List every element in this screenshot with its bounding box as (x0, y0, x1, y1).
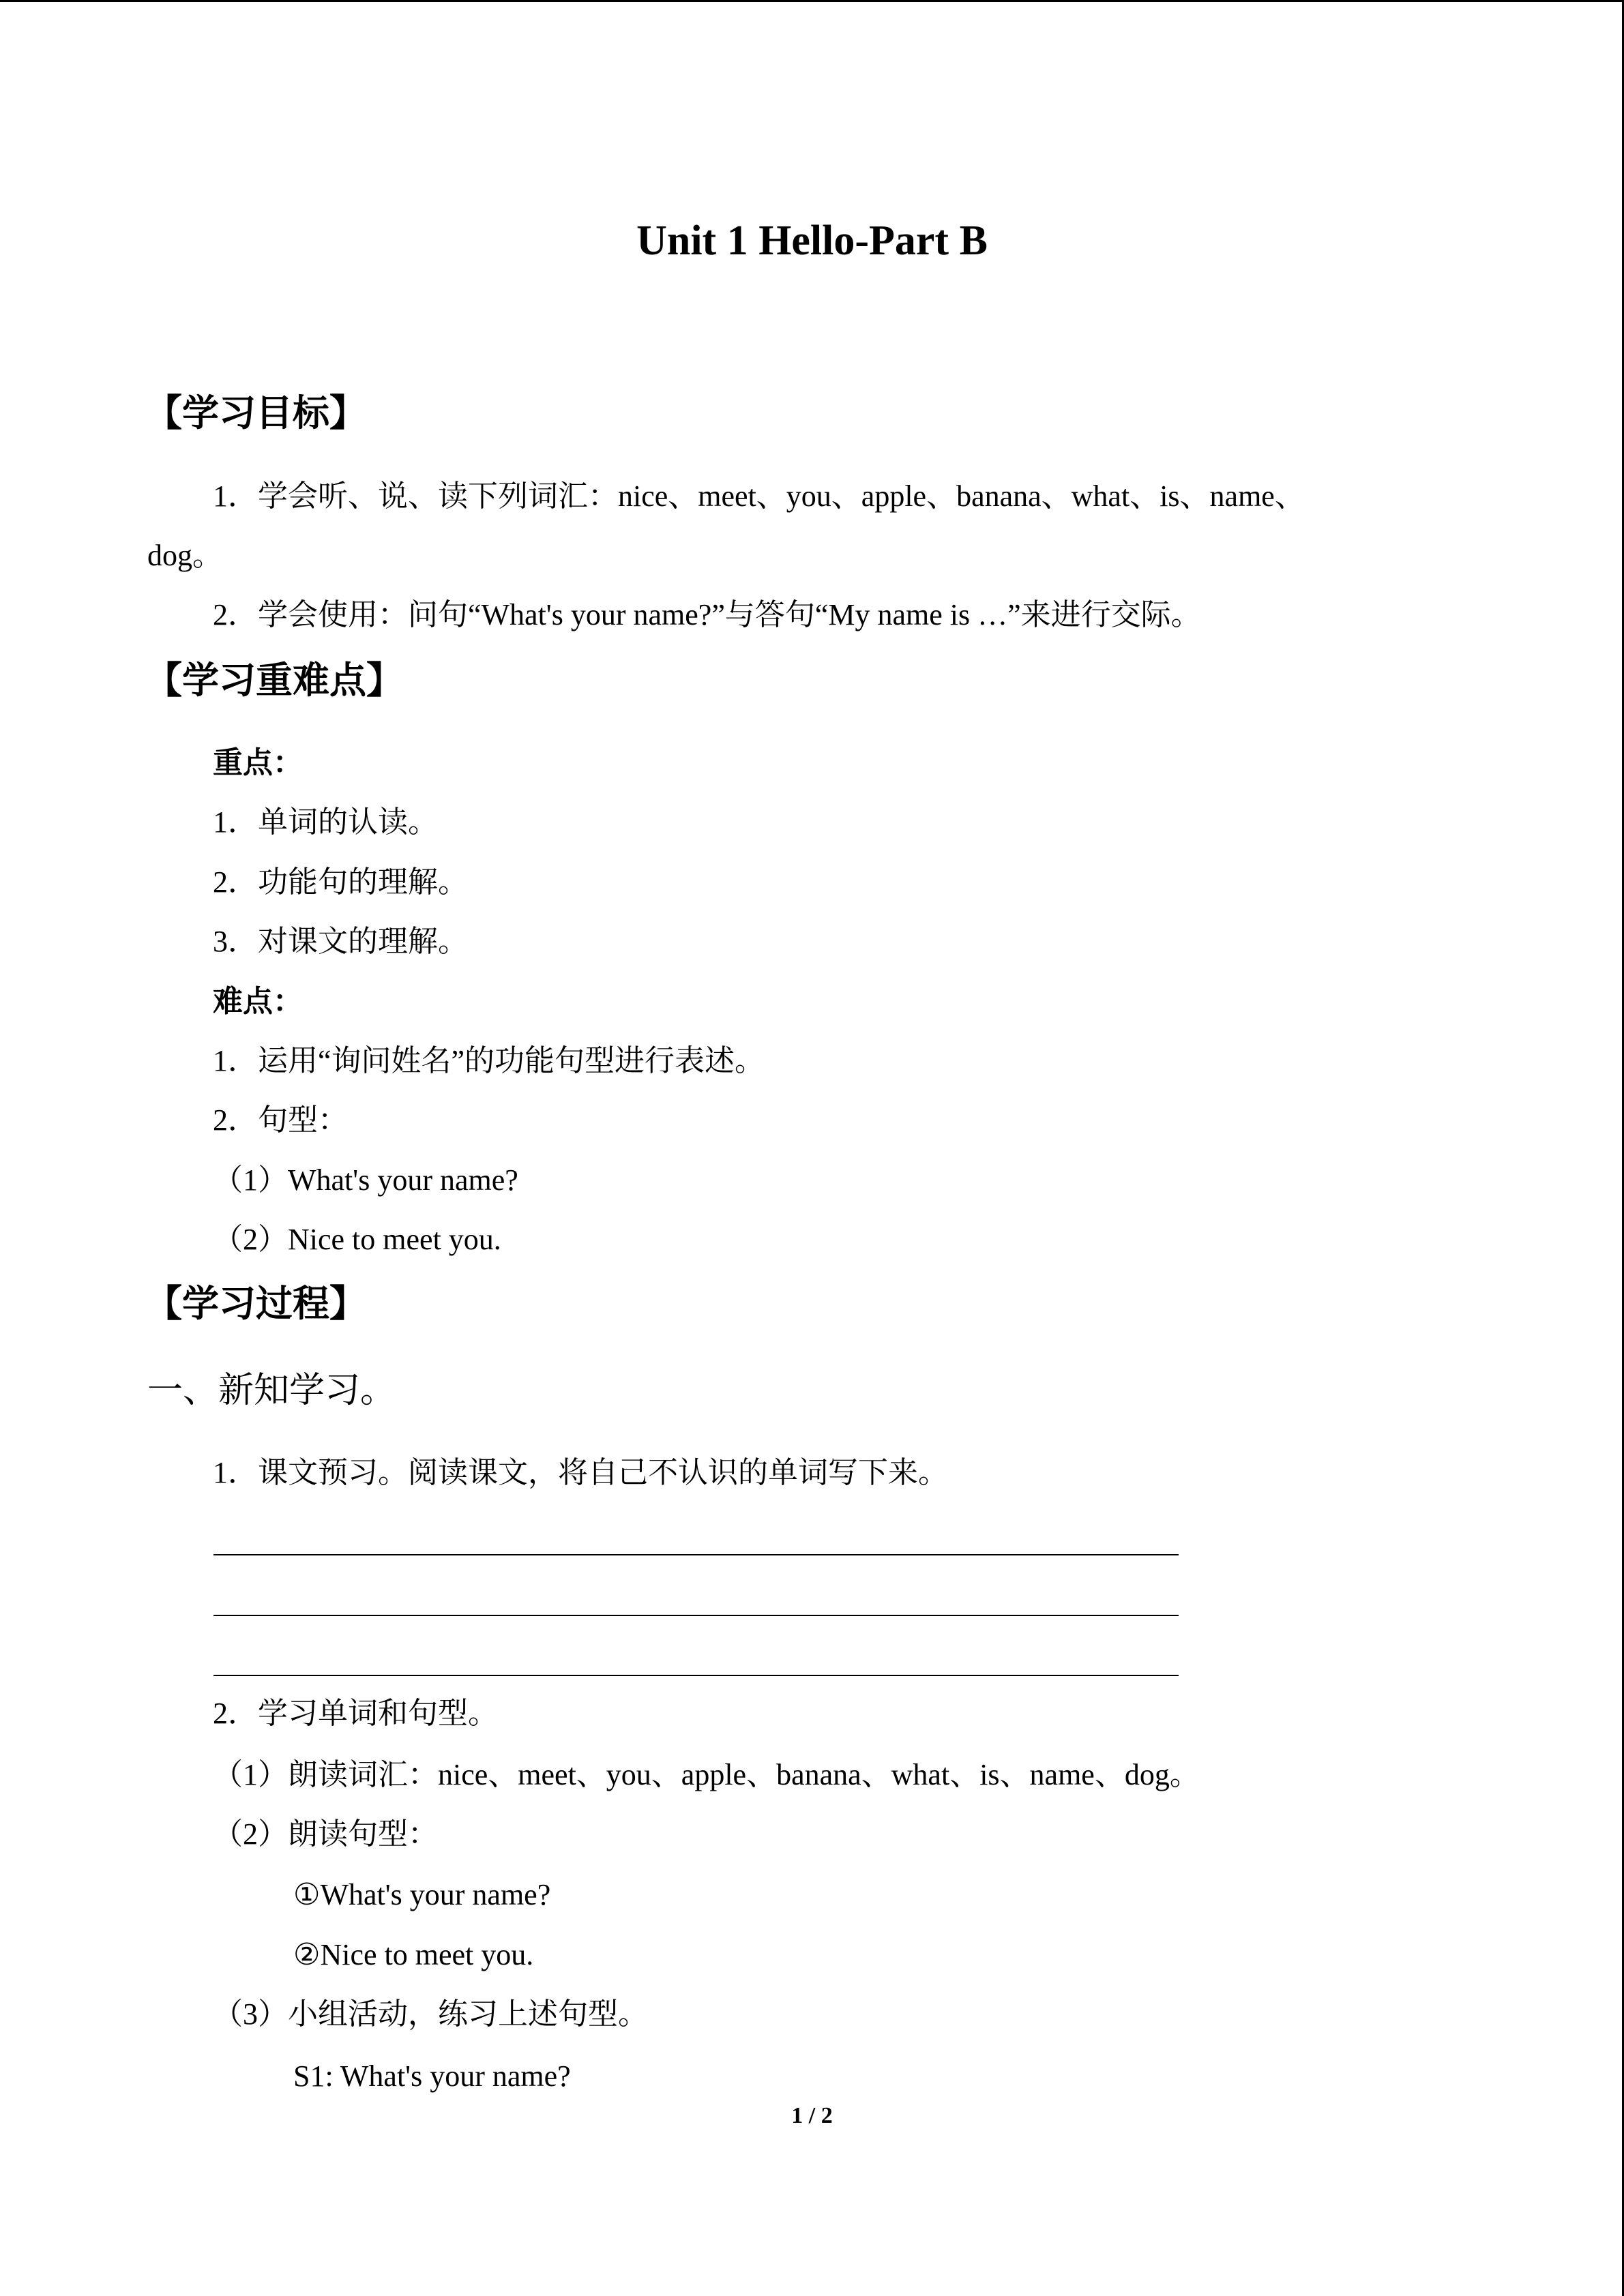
page-title: Unit 1 Hello-Part B (636, 218, 988, 264)
section-new-knowledge: 一、新知学习。 (147, 1371, 396, 1410)
focus-item: 3．对课文的理解。 (213, 925, 468, 958)
sentence-practice-item: ②Nice to meet you. (293, 1938, 534, 1971)
focus-item: 1．单词的认读。 (213, 805, 438, 839)
objective-item-2: 2．学会使用：问句“What's your name?”与答句“My name is …”来进行交际。 (213, 598, 1201, 631)
difficulty-label: 难点： (213, 985, 303, 1018)
heading-objectives: 【学习目标】 (145, 391, 366, 434)
page-border-top (0, 0, 1624, 2)
objective-item-1-cont: dog。 (147, 539, 222, 572)
difficulty-item: 1．运用“询问姓名”的功能句型进行表述。 (213, 1044, 765, 1077)
process-step-1: 1．课文预习。阅读课文，将自己不认识的单词写下来。 (213, 1456, 948, 1489)
dialog-line: S1: What's your name? (293, 2059, 571, 2093)
step-2-item: （1）朗读词汇：nice、meet、you、apple、banana、what、is、name、dog。 (213, 1758, 1200, 1791)
step-2-item: （2）朗读句型： (213, 1817, 438, 1851)
heading-key-points: 【学习重难点】 (145, 659, 403, 702)
focus-label: 重点： (213, 746, 303, 779)
answer-blank-line (213, 1615, 1179, 1616)
sentence-practice-item: ①What's your name? (293, 1878, 551, 1911)
step-2-item-3: （3）小组活动，练习上述句型。 (213, 1997, 648, 2031)
difficulty-item: 2．句型： (213, 1103, 348, 1137)
sentence-item: （2）Nice to meet you. (213, 1223, 501, 1256)
objective-item-1: 1．学会听、说、读下列词汇：nice、meet、you、apple、banana、what、is、name、 (213, 479, 1305, 513)
answer-blank-line (213, 1554, 1179, 1555)
answer-blank-line (213, 1675, 1179, 1676)
sentence-item: （1）What's your name? (213, 1163, 518, 1197)
process-step-2: 2．学习单词和句型。 (213, 1697, 498, 1730)
page-number: 1 / 2 (791, 2103, 833, 2128)
heading-process: 【学习过程】 (145, 1282, 366, 1325)
focus-item: 2．功能句的理解。 (213, 865, 468, 899)
